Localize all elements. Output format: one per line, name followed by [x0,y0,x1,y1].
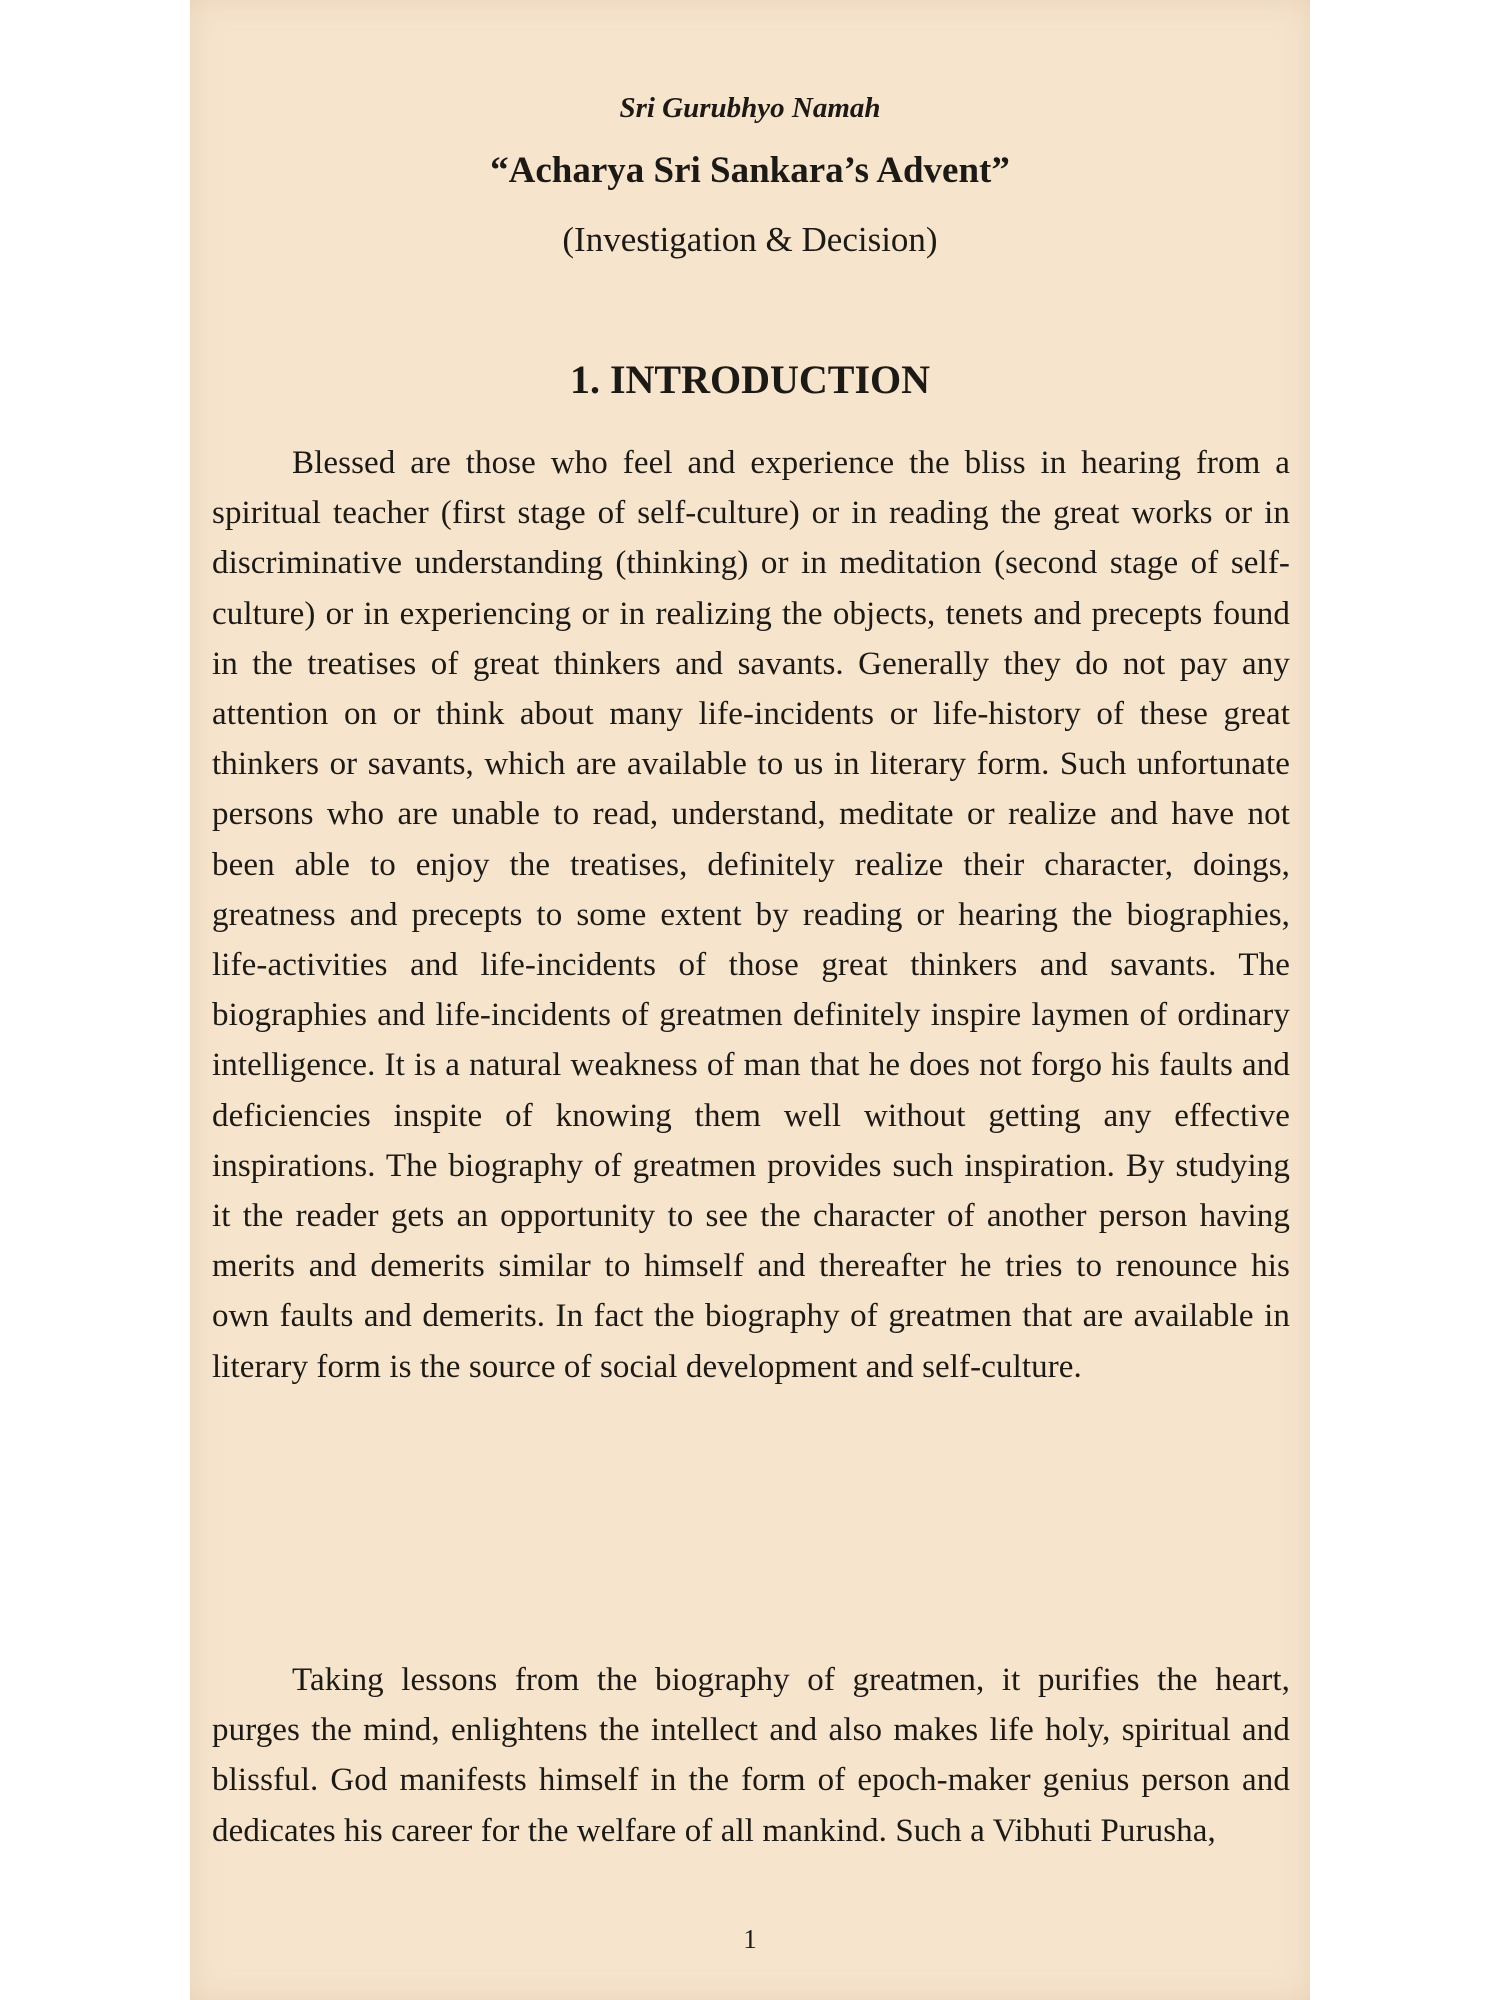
invocation-line: Sri Gurubhyo Namah [619,92,881,124]
book-page [190,0,1310,2000]
page-number: 1 [743,1924,757,1954]
paragraph-2: Taking lessons from the biography of greatmen, it purifies the heart, purges the mind, enlightens the intellect and also makes life holy, spiritual and blissful. God manifests himself in the form of epoch-maker genius person and dedicates his career for the welfare of all mankind. Such a Vibhuti Purusha, [212,1662,1290,1849]
section-heading: 1. INTRODUCTION [569,357,931,402]
document-title: “Acharya Sri Sankara’s Advent” [490,150,1010,191]
document-subtitle: (Investigation & Decision) [562,220,938,259]
paragraph-1: Blessed are those who feel and experience the bliss in hearing from a spiritual teacher (first stage of self-culture) or in reading the great works or in discriminative understanding (thinking) or in meditation (second stage of self-culture) or in experiencing or in realizing the objects, tenets and precepts found in the treatises of great thinkers and savants. Generally they do not pay any attention on or think about many life-incidents or life-history of these great thinkers or savants, which are available to us in literary form. Such unfortunate persons who are unable to read, understand, meditate or realize and have not been able to enjoy the treatises, definitely realize their character, doings, greatness and precepts to some extent by reading or hearing the biographies, life-activities and life-incidents of those great thinkers and savants. The biographies and life-incidents of greatmen definitely inspire laymen of ordinary intelligence. It is a natural weakness of man that he does not forgo his faults and deficiencies inspite of knowing them well without getting any effective inspirations. The biography of greatmen provides such inspiration. By studying it the reader gets an opportunity to see the character of another person having merits and demerits similar to himself and thereafter he tries to renounce his own faults and demerits. In fact the biography of greatmen that are available in literary form is the source of social development and self-culture. [212,445,1290,1385]
